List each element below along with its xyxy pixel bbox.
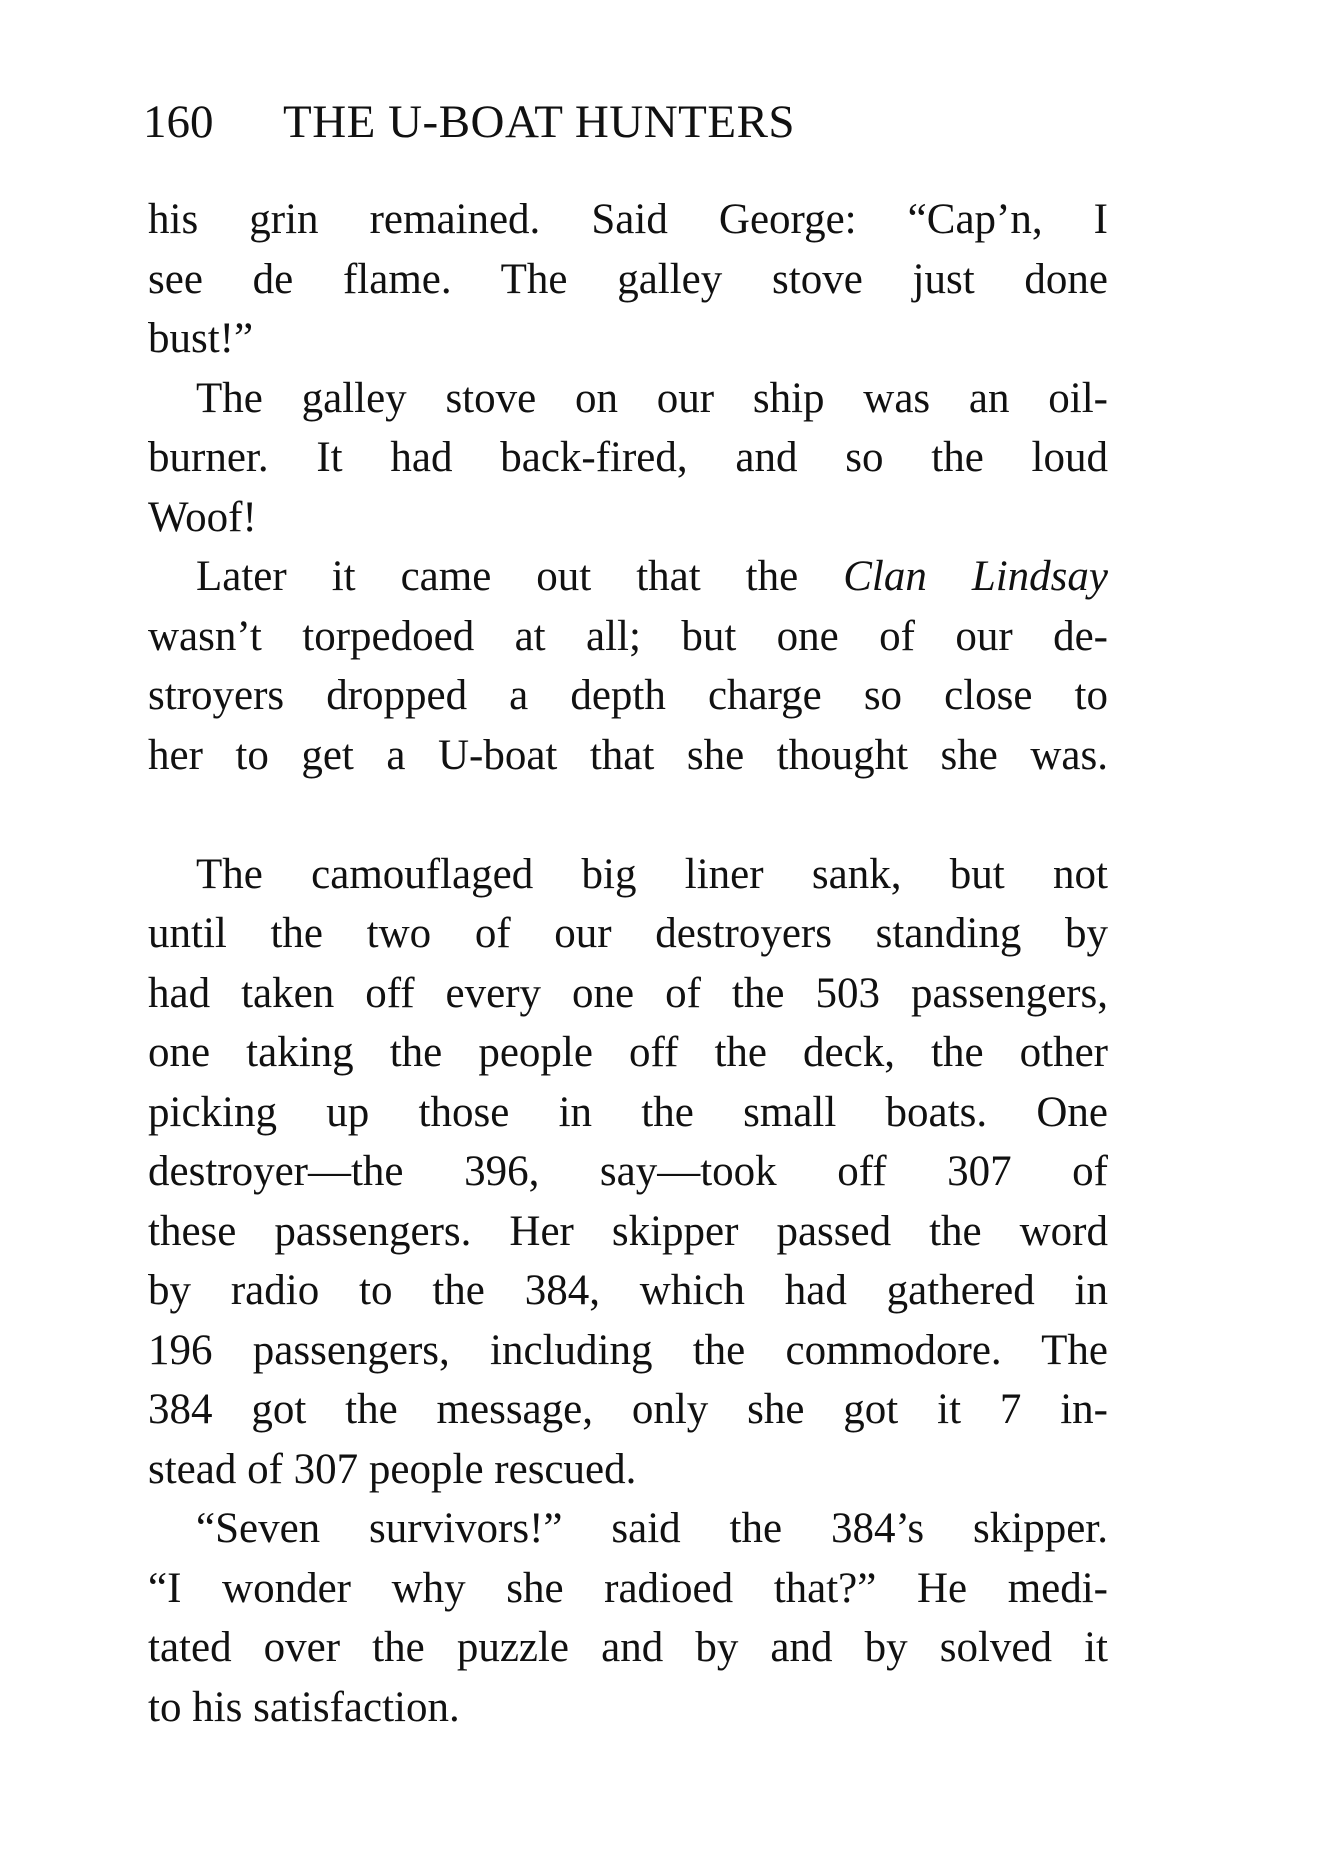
text-line: his grin remained. Said George: “Cap’n, I (148, 196, 1108, 243)
body-text (148, 190, 1108, 1737)
text-run: Later it came out that the (196, 553, 844, 600)
paragraph-galley-stove (148, 369, 1108, 548)
book-title: THE U-BOAT HUNTERS (283, 96, 796, 148)
text-line: wasn’t torpedoed at all; but one of our de- (148, 612, 1108, 660)
text-line: had taken off every one of the 503 passengers, (148, 969, 1108, 1017)
text-line: until the two of our destroyers standing by (148, 910, 1108, 957)
section-break (148, 785, 1108, 845)
text-line: stroyers dropped a depth charge so close to (148, 672, 1108, 719)
text-line: one taking the people off the deck, the other (148, 1029, 1108, 1076)
running-head (143, 92, 1123, 152)
ship-name: Clan Lindsay (843, 553, 1109, 600)
text-line: stead of 307 people rescued. (148, 1445, 637, 1493)
paragraph-clan-lindsay (148, 547, 1108, 785)
page-number: 160 (143, 96, 214, 148)
text-line: by radio to the 384, which had gathered in (148, 1267, 1108, 1314)
text-line: The camouflaged big liner sank, but not (196, 850, 1108, 898)
paragraph-seven-survivors (148, 1499, 1108, 1737)
text-line: “I wonder why she radioed that?” He medi- (148, 1564, 1108, 1612)
text-line: 196 passengers, including the commodore. The (148, 1326, 1108, 1374)
text-line: 384 got the message, only she got it 7 in- (148, 1386, 1108, 1433)
text-line: The galley stove on our ship was an oil- (196, 374, 1108, 422)
text-line: picking up those in the small boats. One (148, 1088, 1108, 1136)
text-line: these passengers. Her skipper passed the word (148, 1207, 1108, 1255)
text-line: tated over the puzzle and by and by solved it (148, 1624, 1108, 1671)
paragraph-george-quote (148, 190, 1108, 369)
text-line: “Seven survivors!” said the 384’s skipper. (196, 1505, 1108, 1552)
text-line: destroyer—the 396, say—took off 307 of (148, 1148, 1108, 1195)
text-line: her to get a U-boat that she thought she was. (148, 731, 1108, 779)
text-line: Woof! (148, 493, 257, 541)
text-line: bust!” (148, 315, 254, 362)
paragraph-liner-sank (148, 845, 1108, 1500)
text-line: to his satisfaction. (148, 1683, 460, 1731)
text-line: see de flame. The galley stove just done (148, 255, 1108, 303)
text-line: burner. It had back-fired, and so the loud (148, 434, 1108, 481)
text-line (148, 547, 1108, 607)
